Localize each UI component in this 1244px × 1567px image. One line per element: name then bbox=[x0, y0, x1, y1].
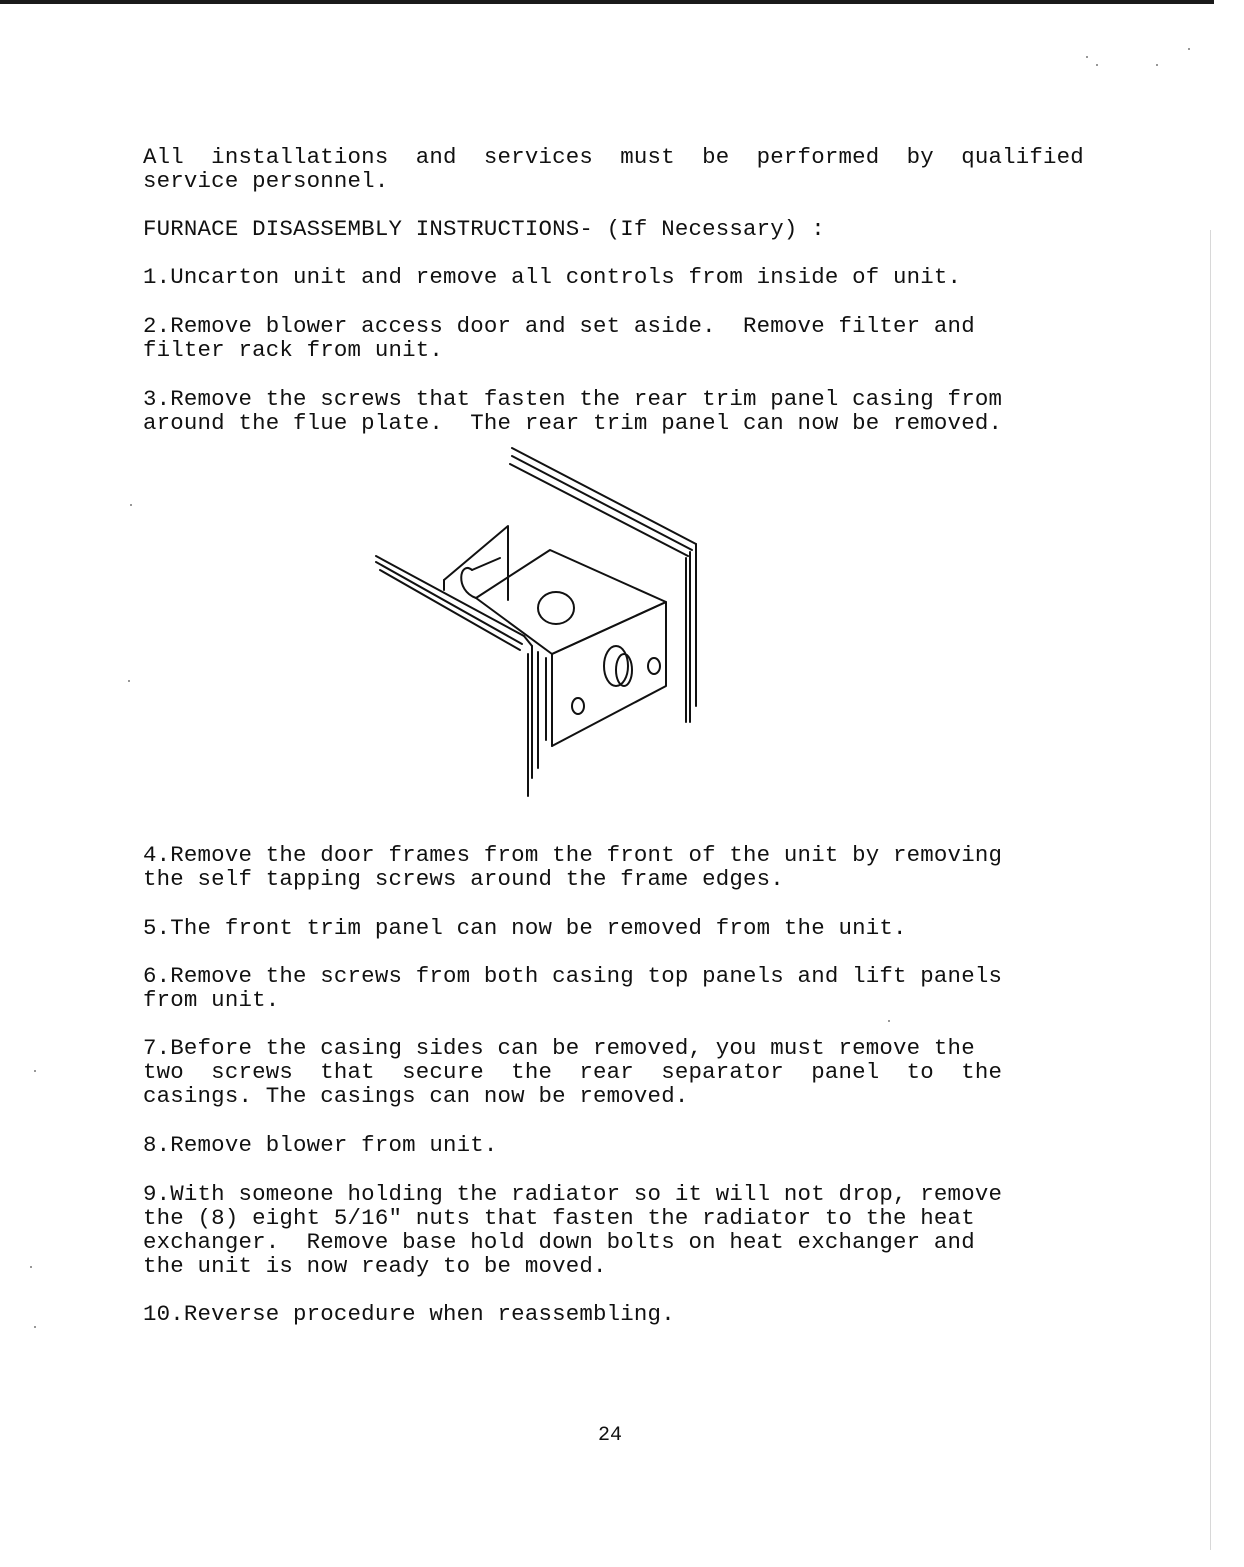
intro-paragraph: All installations and services must be performed by qualified service personnel. bbox=[143, 144, 1084, 194]
flue-plate-diagram-icon bbox=[360, 440, 720, 810]
scan-speck bbox=[1188, 48, 1190, 50]
scan-speck bbox=[34, 1326, 36, 1328]
page-number: 24 bbox=[597, 1424, 622, 1447]
step-6: 6.Remove the screws from both casing top panels and lift panels from unit. bbox=[143, 963, 1003, 1013]
scan-edge-line bbox=[1210, 230, 1211, 1550]
scan-speck bbox=[1156, 64, 1158, 66]
step-4: 4.Remove the door frames from the front of the unit by removing the self tapping screws around the frame edges. bbox=[143, 842, 1003, 892]
step-9: 9.With someone holding the radiator so it will not drop, remove the (8) eight 5/16" nuts that fasten the radiator to the heat exchanger. Remove base hold down bolts on heat exchanger and the unit is now ready to be moved. bbox=[143, 1181, 1003, 1279]
section-heading: FURNACE DISASSEMBLY INSTRUCTIONS- (If Necessary) : bbox=[143, 216, 825, 242]
top-border-line bbox=[0, 0, 1214, 4]
step-10: 10.Reverse procedure when reassembling. bbox=[143, 1301, 675, 1327]
scan-speck bbox=[888, 1020, 890, 1022]
step-8: 8.Remove blower from unit. bbox=[143, 1132, 498, 1158]
scan-speck bbox=[30, 1266, 32, 1268]
scan-speck bbox=[1096, 64, 1098, 66]
step-5: 5.The front trim panel can now be removed from the unit. bbox=[143, 915, 907, 941]
step-3: 3.Remove the screws that fasten the rear trim panel casing from around the flue plate. The rear trim panel can now be removed. bbox=[143, 386, 1003, 436]
scan-speck bbox=[128, 680, 130, 682]
scan-speck bbox=[130, 504, 132, 506]
scan-speck bbox=[1086, 56, 1088, 58]
step-1: 1.Uncarton unit and remove all controls from inside of unit. bbox=[143, 264, 962, 290]
scan-speck bbox=[34, 1070, 36, 1072]
step-2: 2.Remove blower access door and set aside. Remove filter and filter rack from unit. bbox=[143, 313, 975, 363]
step-7: 7.Before the casing sides can be removed, you must remove the two screws that secure the rear separator panel to the casings. The casings can now be removed. bbox=[143, 1035, 1003, 1109]
